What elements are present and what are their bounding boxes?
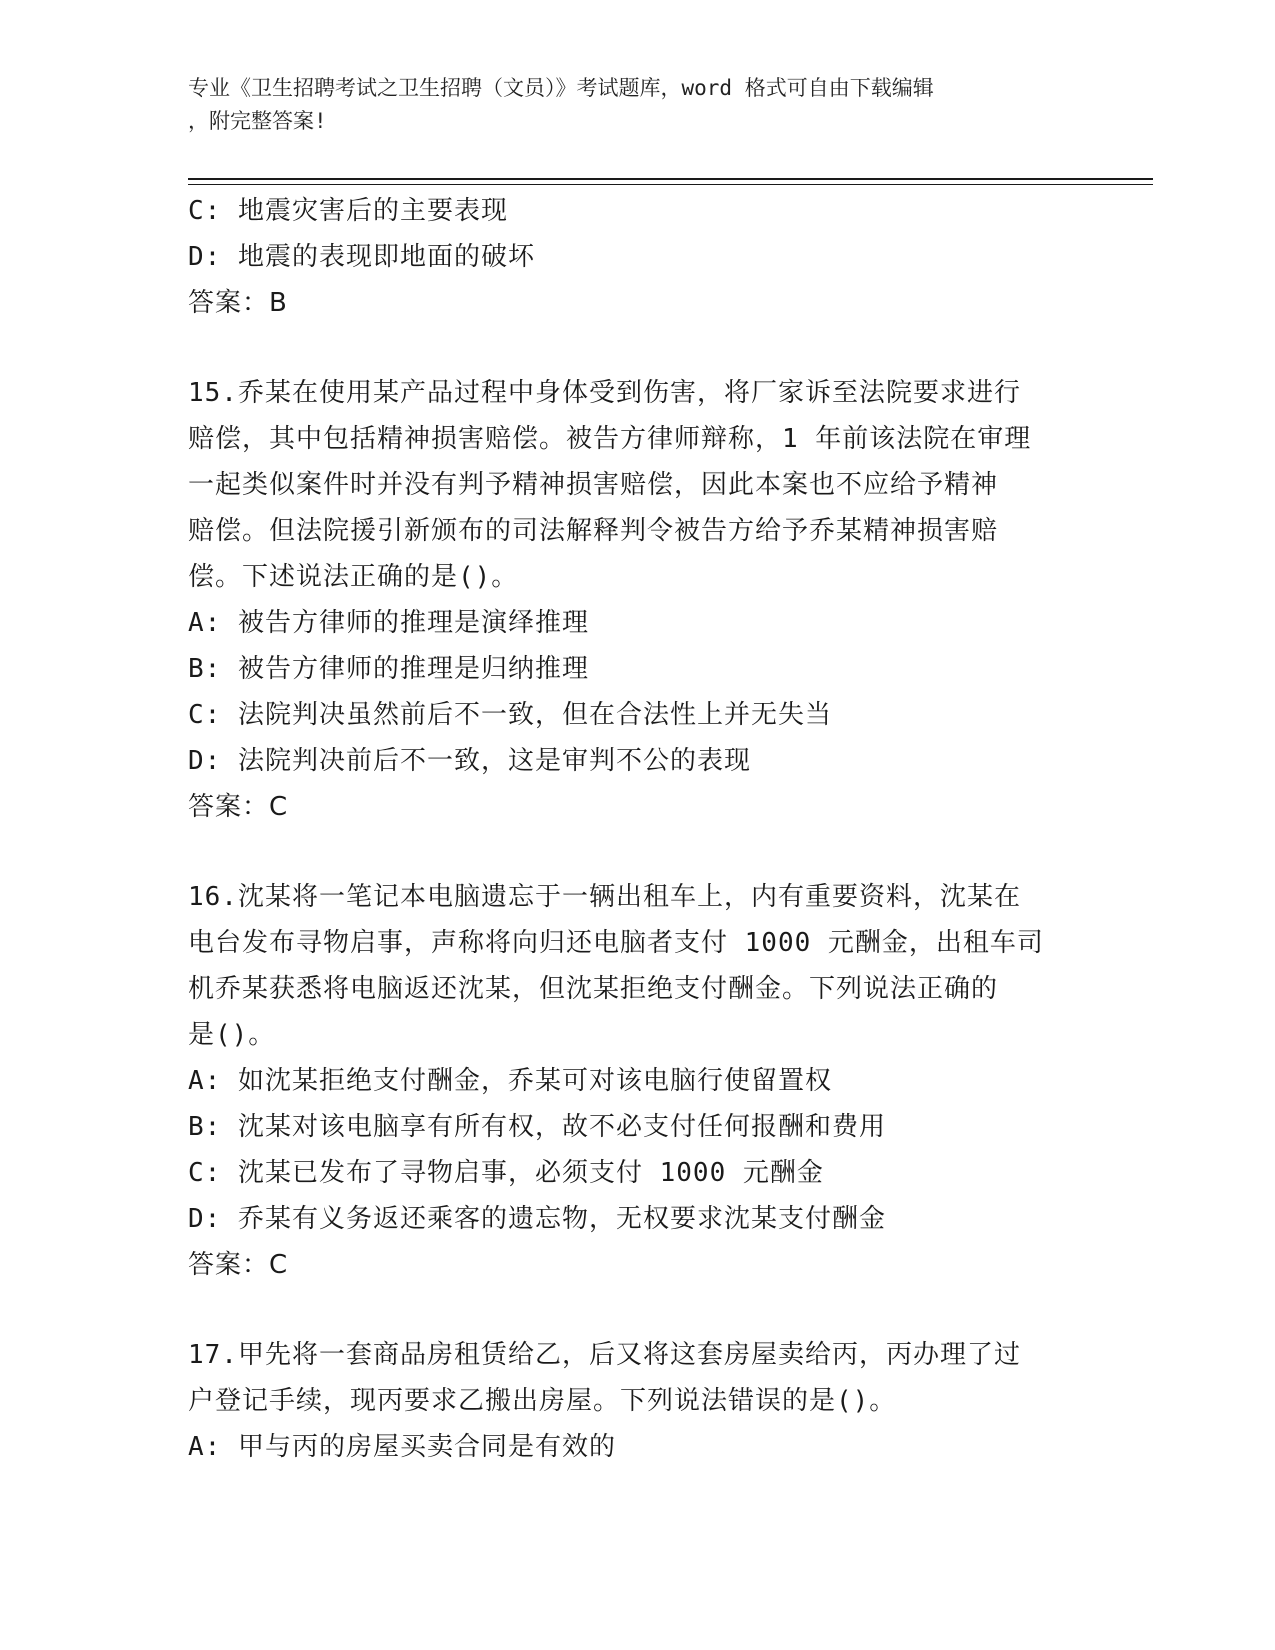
- option-c: C: 地震灾害后的主要表现: [188, 196, 508, 226]
- option-a: A: 被告方律师的推理是演绎推理: [188, 608, 589, 638]
- question-content: [188, 188, 1088, 1470]
- question-stem-line: 16.沈某将一笔记本电脑遗忘于一辆出租车上，内有重要资料，沈某在: [188, 882, 1021, 912]
- question-stem-line: 户登记手续，现丙要求乙搬出房屋。下列说法错误的是()。: [188, 1386, 897, 1416]
- header-rule-thick: [188, 178, 1153, 180]
- question-stem-line: 17.甲先将一套商品房租赁给乙，后又将这套房屋卖给丙，丙办理了过: [188, 1340, 1021, 1370]
- answer-line: 答案：C: [188, 1250, 289, 1280]
- question-15: [188, 370, 1088, 830]
- answer-line: 答案：B: [188, 288, 288, 318]
- option-b: B: 被告方律师的推理是归纳推理: [188, 654, 589, 684]
- question-stem-line: 一起类似案件时并没有判予精神损害赔偿，因此本案也不应给予精神: [188, 470, 999, 500]
- previous-question: [188, 188, 1088, 326]
- option-d: D: 法院判决前后不一致，这是审判不公的表现: [188, 746, 751, 776]
- spacer: [188, 326, 1088, 370]
- option-d: D: 地震的表现即地面的破坏: [188, 242, 535, 272]
- option-b: B: 沈某对该电脑享有所有权，故不必支付任何报酬和费用: [188, 1112, 886, 1142]
- question-stem-line: 偿。下述说法正确的是()。: [188, 562, 519, 592]
- option-c: C: 法院判决虽然前后不一致，但在合法性上并无失当: [188, 700, 832, 730]
- question-stem-line: 电台发布寻物启事，声称将向归还电脑者支付 1000 元酬金，出租车司: [188, 928, 1044, 958]
- question-17: [188, 1332, 1088, 1470]
- answer-line: 答案：C: [188, 792, 289, 822]
- header-line-2: ，附完整答案!: [188, 109, 327, 133]
- question-stem-line: 15.乔某在使用某产品过程中身体受到伤害，将厂家诉至法院要求进行: [188, 378, 1021, 408]
- option-d: D: 乔某有义务返还乘客的遗忘物，无权要求沈某支付酬金: [188, 1204, 886, 1234]
- spacer: [188, 1288, 1088, 1332]
- question-stem-line: 是()。: [188, 1020, 276, 1050]
- option-c: C: 沈某已发布了寻物启事，必须支付 1000 元酬金: [188, 1158, 824, 1188]
- header-rule-thin: [188, 184, 1153, 185]
- question-stem-line: 机乔某获悉将电脑返还沈某，但沈某拒绝支付酬金。下列说法正确的: [188, 974, 999, 1004]
- spacer: [188, 830, 1088, 874]
- question-stem-line: 赔偿，其中包括精神损害赔偿。被告方律师辩称，1 年前该法院在审理: [188, 424, 1032, 454]
- header-line-1: 专业《卫生招聘考试之卫生招聘（文员）》考试题库，word 格式可自由下载编辑: [188, 76, 934, 100]
- question-stem-line: 赔偿。但法院援引新颁布的司法解释判令被告方给予乔某精神损害赔: [188, 516, 999, 546]
- page-header: [188, 72, 1088, 138]
- option-a: A: 如沈某拒绝支付酬金，乔某可对该电脑行使留置权: [188, 1066, 832, 1096]
- question-16: [188, 874, 1088, 1288]
- option-a: A: 甲与丙的房屋买卖合同是有效的: [188, 1432, 616, 1462]
